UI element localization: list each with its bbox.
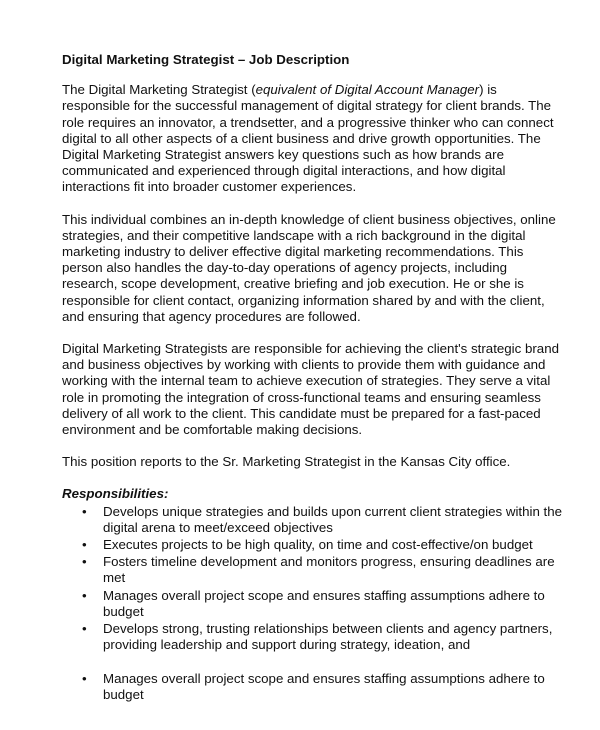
paragraph-knowledge: This individual combines an in-depth knowledge of client business objectives, online strategies, and their competitive landscape with a rich background in the digital marketing industry to deliver effective digital marketing recommendations. This person also handles the day-to-day operations of agency projects, including research, scope development, creative briefing and job execution. He or she is responsible for client contact, organizing information shared by and with the client, and ensuring that agency procedures are followed. xyxy=(62,211,556,324)
responsibility-text: Manages overall project scope and ensures staffing assumptions adhere to budget xyxy=(103,587,545,619)
intro-paragraph xyxy=(62,82,562,195)
responsibility-item xyxy=(62,504,562,536)
job-description-document xyxy=(62,52,562,704)
intro-text-after: ) is responsible for the successful management of digital strategy for client brands. The role requires an innovator, a trendsetter, and a progressive thinker who can connect digital to all other aspects of a client business and drive growth opportunities. The Digital Marketing Strategist answers key questions such as how brands are communicated and experienced through digital interactions, and how digital interactions fit into broader customer experiences. xyxy=(62,82,554,195)
responsibility-text: Manages overall project scope and ensures staffing assumptions adhere to budget xyxy=(103,670,545,702)
document-title: Digital Marketing Strategist – Job Description xyxy=(62,52,350,67)
responsibility-text: Develops unique strategies and builds upon current client strategies within the digital arena to meet/exceed objectives xyxy=(103,503,563,535)
bullet-icon: • xyxy=(82,670,87,686)
responsibility-text: Develops strong, trusting relationships between clients and agency partners, providing leadership and support during strategy, ideation, and xyxy=(103,621,553,653)
paragraph-reporting: This position reports to the Sr. Marketing Strategist in the Kansas City office. xyxy=(62,454,511,470)
responsibilities-heading: Responsibilities: xyxy=(62,486,169,502)
bullet-icon: • xyxy=(82,621,87,637)
responsibility-item xyxy=(62,588,562,620)
intro-italic-text: equivalent of Digital Account Manager xyxy=(255,82,480,98)
bullet-icon: • xyxy=(82,554,87,570)
responsibilities-list xyxy=(62,504,562,703)
intro-text-before: The Digital Marketing Strategist ( xyxy=(62,82,256,98)
bullet-icon: • xyxy=(82,537,87,553)
bullet-icon: • xyxy=(82,587,87,603)
paragraph-responsibility: Digital Marketing Strategists are responsible for achieving the client's strategic brand and business objectives by working with clients to provide them with guidance and working with the internal team to achieve execution of strategies. They serve a vital role in promoting the integration of cross-functional teams and ensuring seamless delivery of all work to the client. This candidate must be prepared for a fast-paced environment and be comfortable making decisions. xyxy=(62,341,559,438)
responsibility-text: Fosters timeline development and monitors progress, ensuring deadlines are met xyxy=(103,554,555,586)
responsibility-item xyxy=(62,537,562,553)
responsibility-item xyxy=(62,671,562,703)
responsibility-item xyxy=(62,554,562,586)
bullet-icon: • xyxy=(82,503,87,519)
responsibility-item xyxy=(62,621,562,653)
responsibility-text: Executes projects to be high quality, on time and cost-effective/on budget xyxy=(103,537,533,553)
